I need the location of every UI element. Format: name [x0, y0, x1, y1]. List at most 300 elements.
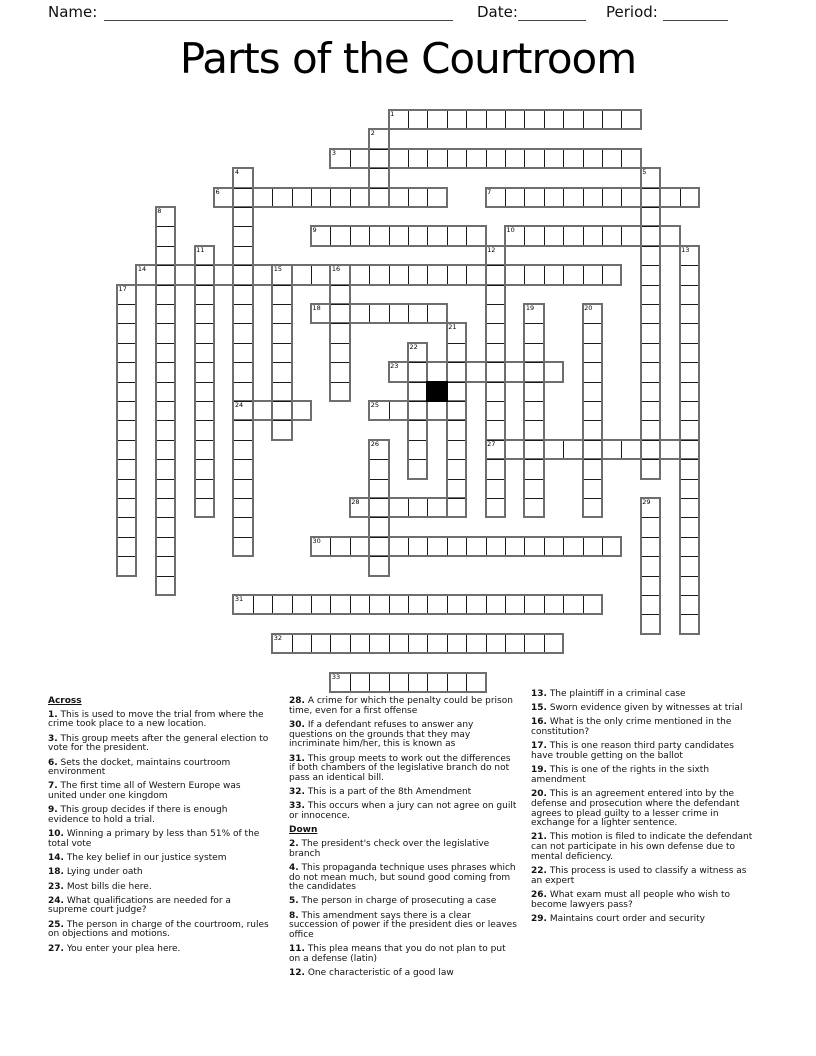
word-22-down[interactable] — [407, 342, 428, 480]
cell-divider — [505, 150, 506, 167]
cell-divider — [642, 382, 659, 383]
cell-divider — [350, 227, 351, 244]
cell-divider — [681, 440, 698, 441]
cell-divider — [369, 635, 370, 652]
cell-divider — [563, 111, 564, 128]
word-5-down[interactable] — [640, 167, 661, 479]
cell-number-16: 16 — [331, 265, 341, 274]
cell-divider — [486, 150, 487, 167]
clue-24-across: 24. What qualifications are needed for a supreme court judge? — [48, 895, 231, 916]
cell-divider — [331, 323, 348, 324]
cell-divider — [118, 362, 135, 363]
clue-6-across: 6. Sets the docket, maintains courtroom environment — [48, 757, 231, 778]
clue-14-across: 14. The key belief in our justice system — [48, 853, 227, 864]
cell-divider — [544, 150, 545, 167]
cell-divider — [448, 401, 465, 402]
cell-divider — [583, 266, 584, 283]
cell-number-10: 10 — [506, 226, 515, 235]
cell-number-13: 13 — [681, 245, 690, 254]
cell-divider — [330, 538, 331, 555]
cell-divider — [466, 266, 467, 283]
cell-divider — [157, 382, 174, 383]
cell-divider — [370, 479, 387, 480]
cell-divider — [583, 150, 584, 167]
cell-divider — [234, 401, 251, 402]
cell-divider — [642, 420, 659, 421]
clue-19-down: 19. This is one of the rights in the sixth amendment — [531, 765, 710, 785]
cell-number-23: 23 — [390, 362, 399, 371]
word-32-across[interactable] — [271, 633, 564, 654]
word-30-across[interactable] — [310, 536, 622, 557]
cell-divider — [583, 538, 584, 555]
cell-divider — [466, 538, 467, 555]
cell-divider — [487, 343, 504, 344]
cell-divider — [330, 227, 331, 244]
cell-divider — [621, 227, 622, 244]
cell-divider — [524, 538, 525, 555]
cell-divider — [681, 537, 698, 538]
cell-divider — [544, 111, 545, 128]
cell-divider — [621, 441, 622, 458]
date-label: Date: — [477, 3, 518, 21]
cell-number-24: 24 — [234, 401, 244, 409]
word-2-down[interactable] — [368, 128, 389, 208]
cell-number-6: 6 — [215, 187, 220, 196]
cell-divider — [389, 227, 390, 244]
clue-22-down: 22. This process is used to classify a witness as an expert — [531, 866, 747, 886]
cell-divider — [234, 440, 251, 441]
cell-divider — [602, 538, 603, 555]
cell-divider — [681, 401, 698, 402]
word-4-down[interactable] — [232, 167, 253, 557]
word-7-across[interactable] — [485, 187, 700, 208]
cell-number-18: 18 — [312, 304, 321, 312]
clue-column-3 — [531, 690, 756, 929]
cell-divider — [525, 382, 542, 383]
cell-divider — [642, 459, 659, 460]
cell-divider — [196, 265, 213, 266]
cell-number-30: 30 — [312, 536, 321, 545]
cell-divider — [563, 189, 564, 206]
cell-divider — [389, 266, 390, 283]
cell-divider — [157, 479, 174, 480]
cell-divider — [118, 498, 135, 499]
cell-divider — [273, 343, 290, 344]
word-17-down[interactable] — [116, 284, 137, 577]
cell-number-32: 32 — [273, 633, 282, 642]
clue-8-down: 8. This amendment says there is a clear succession of power if the president dies or leaves office — [289, 910, 517, 941]
cell-divider — [427, 674, 428, 691]
cell-divider — [681, 323, 698, 324]
across-header: Across — [48, 696, 82, 706]
cell-divider — [466, 111, 467, 128]
cell-divider — [331, 343, 348, 344]
page-title: Parts of the Courtroom — [179, 34, 637, 83]
cell-divider — [602, 189, 603, 206]
cell-divider — [408, 538, 409, 555]
clue-3-across: 3. This group meets after the general election to vote for the president. — [48, 733, 269, 754]
cell-divider — [487, 401, 504, 402]
cell-number-7: 7 — [487, 187, 492, 196]
cell-number-29: 29 — [642, 498, 651, 506]
cell-divider — [369, 596, 370, 613]
cell-divider — [389, 596, 390, 613]
cell-divider — [157, 323, 174, 324]
cell-divider — [273, 304, 290, 305]
cell-divider — [487, 459, 504, 460]
cell-divider — [389, 305, 390, 322]
clue-1-across: 1. This is used to move the trial from where the crime took place to a new location. — [48, 709, 264, 730]
cell-divider — [196, 420, 213, 421]
name-input-line[interactable] — [104, 20, 453, 21]
cell-number-3: 3 — [331, 148, 337, 157]
word-31-across[interactable] — [232, 594, 603, 615]
cell-divider — [681, 459, 698, 460]
cell-divider — [487, 304, 504, 305]
cell-divider — [447, 150, 448, 167]
cell-divider — [118, 537, 135, 538]
clue-5-down: 5. The person in charge of prosecuting a case — [289, 896, 497, 907]
cell-divider — [118, 556, 135, 557]
black-cell — [426, 381, 447, 402]
cell-divider — [563, 266, 564, 283]
cell-divider — [583, 189, 584, 206]
cell-divider — [583, 596, 584, 613]
word-15-down[interactable] — [271, 264, 292, 441]
cell-divider — [486, 111, 487, 128]
cell-divider — [505, 111, 506, 128]
cell-number-12: 12 — [487, 245, 496, 254]
cell-divider — [408, 635, 409, 652]
cell-divider — [642, 323, 659, 324]
clue-33-across: 33. This occurs when a jury can not agree on guilt or innocence. — [289, 801, 517, 822]
cell-divider — [157, 459, 174, 460]
cell-divider — [642, 304, 659, 305]
cell-divider — [584, 362, 601, 363]
clue-11-down: 11. This plea means that you do not plan to put on a defense (latin) — [289, 944, 506, 964]
cell-divider — [427, 538, 428, 555]
clue-12-down: 12. One characteristic of a good law — [289, 968, 454, 979]
cell-number-17: 17 — [118, 284, 127, 293]
cell-divider — [466, 150, 467, 167]
cell-divider — [369, 305, 370, 322]
cell-divider — [196, 459, 213, 460]
crossword-grid — [117, 110, 700, 693]
cell-divider — [487, 323, 504, 324]
cell-divider — [466, 227, 467, 244]
cell-divider — [350, 189, 351, 206]
cell-divider — [311, 189, 312, 206]
clue-7-across: 7. The first time all of Western Europe was united under one kingdom — [48, 781, 241, 802]
cell-divider — [408, 189, 409, 206]
cell-divider — [196, 285, 213, 286]
cell-divider — [486, 538, 487, 555]
cell-divider — [505, 635, 506, 652]
down-header: Down — [289, 825, 318, 836]
cell-divider — [621, 150, 622, 167]
cell-divider — [524, 150, 525, 167]
cell-divider — [234, 207, 251, 208]
clue-2-down: 2. The president's check over the legislative branch — [289, 838, 490, 859]
cell-divider — [448, 479, 465, 480]
cell-divider — [487, 498, 504, 499]
cell-divider — [681, 576, 698, 577]
cell-divider — [505, 538, 506, 555]
word-1-across[interactable] — [388, 109, 642, 130]
cell-divider — [642, 595, 659, 596]
cell-divider — [525, 459, 542, 460]
cell-divider — [311, 596, 312, 613]
cell-divider — [196, 498, 213, 499]
cell-divider — [234, 265, 251, 266]
cell-number-9: 9 — [312, 226, 317, 235]
cell-divider — [544, 266, 545, 283]
word-12-down[interactable] — [485, 245, 506, 519]
cell-divider — [408, 111, 409, 128]
cell-divider — [157, 576, 174, 577]
cell-divider — [563, 596, 564, 613]
cell-divider — [563, 538, 564, 555]
word-33-across[interactable] — [329, 672, 486, 693]
cell-divider — [447, 227, 448, 244]
word-26-down[interactable] — [368, 439, 389, 577]
cell-number-11: 11 — [196, 245, 205, 254]
cell-divider — [253, 596, 254, 613]
cell-divider — [118, 517, 135, 518]
cell-divider — [350, 538, 351, 555]
cell-divider — [118, 323, 135, 324]
cell-divider — [524, 635, 525, 652]
cell-divider — [370, 537, 387, 538]
cell-divider — [681, 556, 698, 557]
cell-divider — [563, 227, 564, 244]
cell-divider — [621, 111, 622, 128]
cell-divider — [157, 246, 174, 247]
cell-divider — [427, 227, 428, 244]
cell-number-25: 25 — [370, 401, 379, 409]
cell-divider — [681, 517, 698, 518]
cell-divider — [448, 498, 465, 499]
cell-divider — [157, 420, 174, 421]
cell-divider — [273, 382, 290, 383]
cell-divider — [234, 537, 251, 538]
cell-divider — [642, 556, 659, 557]
period-input-line[interactable] — [663, 20, 728, 21]
cell-divider — [234, 517, 251, 518]
cell-divider — [583, 111, 584, 128]
cell-divider — [681, 382, 698, 383]
cell-divider — [427, 189, 428, 206]
cell-divider — [350, 596, 351, 613]
cell-divider — [621, 189, 622, 206]
clue-15-down: 15. Sworn evidence given by witnesses at trial — [531, 703, 743, 714]
cell-divider — [681, 595, 698, 596]
word-9-across[interactable] — [310, 225, 487, 246]
cell-divider — [408, 674, 409, 691]
cell-divider — [447, 596, 448, 613]
cell-divider — [642, 401, 659, 402]
cell-divider — [331, 382, 348, 383]
clue-32-across: 32. This is a part of the 8th Amendment — [289, 787, 472, 798]
name-label: Name: — [48, 3, 98, 21]
cell-number-5: 5 — [642, 168, 647, 177]
cell-divider — [602, 227, 603, 244]
cell-divider — [642, 517, 659, 518]
cell-divider — [157, 304, 174, 305]
cell-divider — [584, 401, 601, 402]
cell-divider — [234, 304, 251, 305]
cell-divider — [196, 479, 213, 480]
cell-divider — [427, 596, 428, 613]
period-label: Period: — [606, 3, 658, 21]
cell-divider — [311, 266, 312, 283]
clue-26-down: 26. What exam must all people who wish to become lawyers pass? — [531, 889, 731, 910]
cell-divider — [584, 323, 601, 324]
cell-divider — [196, 362, 213, 363]
cell-divider — [524, 266, 525, 283]
clue-23-across: 23. Most bills die here. — [48, 881, 152, 892]
cell-number-1: 1 — [390, 110, 395, 118]
cell-divider — [370, 498, 387, 499]
cell-number-22: 22 — [409, 342, 418, 351]
cell-divider — [642, 265, 659, 266]
cell-divider — [544, 596, 545, 613]
cell-divider — [584, 459, 601, 460]
date-input-line[interactable] — [518, 20, 586, 21]
cell-divider — [408, 305, 409, 322]
cell-divider — [602, 111, 603, 128]
cell-divider — [505, 189, 506, 206]
cell-divider — [505, 596, 506, 613]
cell-divider — [427, 111, 428, 128]
cell-divider — [331, 285, 348, 286]
cell-divider — [642, 614, 659, 615]
word-19-down[interactable] — [523, 303, 544, 518]
cell-divider — [273, 420, 290, 421]
cell-divider — [487, 382, 504, 383]
word-21-down[interactable] — [446, 322, 467, 518]
cell-divider — [331, 304, 348, 305]
cell-divider — [370, 517, 387, 518]
cell-divider — [157, 226, 174, 227]
cell-divider — [157, 401, 174, 402]
cell-divider — [544, 538, 545, 555]
cell-divider — [370, 188, 387, 189]
cell-divider — [408, 150, 409, 167]
cell-divider — [642, 440, 659, 441]
cell-divider — [525, 343, 542, 344]
cell-divider — [409, 362, 426, 363]
cell-divider — [680, 189, 681, 206]
clue-17-down: 17. This is one reason third party candidates have trouble getting on the ballot — [531, 741, 734, 762]
cell-divider — [487, 479, 504, 480]
cell-divider — [466, 674, 467, 691]
cell-divider — [487, 285, 504, 286]
clue-18-across: 18. Lying under oath — [48, 867, 143, 878]
cell-divider — [409, 440, 426, 441]
cell-divider — [642, 207, 659, 208]
cell-divider — [234, 479, 251, 480]
cell-divider — [273, 401, 290, 402]
cell-divider — [681, 265, 698, 266]
cell-divider — [584, 498, 601, 499]
cell-divider — [234, 459, 251, 460]
word-11-down[interactable] — [194, 245, 215, 519]
cell-divider — [525, 401, 542, 402]
clue-10-across: 10. Winning a primary by less than 51% of the total vote — [48, 829, 260, 849]
cell-number-20: 20 — [584, 304, 593, 312]
cell-divider — [584, 420, 601, 421]
cell-divider — [370, 556, 387, 557]
cell-divider — [234, 420, 251, 421]
cell-divider — [448, 459, 465, 460]
cell-number-4: 4 — [234, 168, 240, 177]
clue-25-across: 25. The person in charge of the courtroom, rules on objections and motions. — [48, 919, 269, 940]
cell-divider — [447, 111, 448, 128]
cell-divider — [602, 150, 603, 167]
cell-divider — [234, 362, 251, 363]
cell-divider — [409, 382, 426, 383]
cell-divider — [331, 362, 348, 363]
cell-divider — [563, 441, 564, 458]
clue-30-across: 30. If a defendant refuses to answer any questions on the grounds that they may incriminate him/her, this is known as — [289, 719, 474, 750]
word-16-down[interactable] — [329, 264, 350, 402]
word-8-down[interactable] — [155, 206, 176, 596]
cell-divider — [273, 285, 290, 286]
cell-divider — [584, 479, 601, 480]
clue-29-down: 29. Maintains court order and security — [531, 913, 705, 924]
cell-divider — [157, 498, 174, 499]
cell-number-27: 27 — [487, 439, 496, 448]
cell-divider — [118, 343, 135, 344]
cell-divider — [409, 459, 426, 460]
cell-divider — [389, 402, 390, 419]
cell-divider — [642, 226, 659, 227]
clue-column-2 — [289, 697, 519, 983]
word-29-down[interactable] — [640, 497, 661, 635]
cell-divider — [196, 401, 213, 402]
cell-divider — [642, 343, 659, 344]
clue-31-across: 31. This group meets to work out the differences if both chambers of the legislative branch do not pass an identical bill. — [289, 753, 511, 783]
cell-divider — [524, 111, 525, 128]
cell-divider — [642, 285, 659, 286]
cell-divider — [525, 362, 542, 363]
word-20-down[interactable] — [582, 303, 603, 518]
cell-divider — [330, 596, 331, 613]
cell-divider — [118, 401, 135, 402]
cell-divider — [447, 674, 448, 691]
cell-divider — [584, 440, 601, 441]
cell-divider — [427, 499, 428, 516]
cell-number-15: 15 — [273, 265, 282, 274]
word-13-down[interactable] — [679, 245, 700, 635]
cell-divider — [427, 266, 428, 283]
cell-divider — [525, 479, 542, 480]
cell-divider — [118, 440, 135, 441]
cell-divider — [563, 150, 564, 167]
cell-number-28: 28 — [351, 498, 360, 506]
cell-divider — [118, 420, 135, 421]
cell-divider — [196, 440, 213, 441]
cell-divider — [681, 498, 698, 499]
clue-27-across: 27. You enter your plea here. — [48, 943, 181, 954]
cell-divider — [487, 420, 504, 421]
cell-divider — [584, 343, 601, 344]
cell-number-31: 31 — [234, 595, 244, 603]
cell-divider — [292, 596, 293, 613]
cell-divider — [234, 323, 251, 324]
cell-divider — [427, 305, 428, 322]
